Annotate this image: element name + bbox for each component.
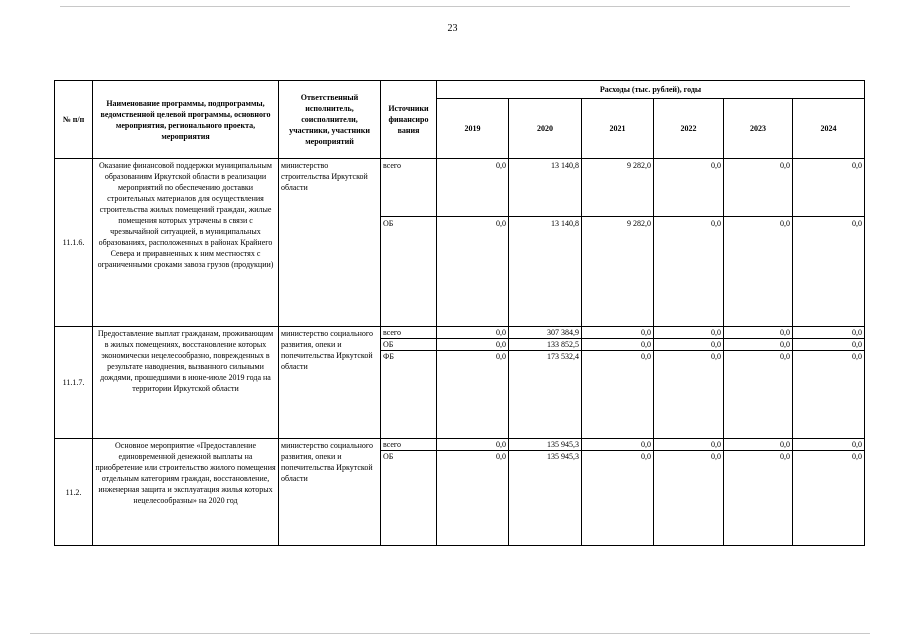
row-number: 11.1.7. (55, 327, 93, 439)
source-label: ОБ (381, 217, 437, 327)
header-year: 2021 (582, 99, 654, 159)
value: 0,0 (654, 439, 723, 451)
header-responsible: Ответственный исполнитель, соисполнители, участники, участники мероприятий (279, 81, 381, 159)
value-cell (509, 439, 582, 546)
value-cell: 0,0 (793, 159, 865, 217)
table-row (55, 327, 865, 439)
value: 0,0 (437, 327, 508, 339)
source-label: ФБ (383, 352, 394, 361)
header-name: Наименование программы, подпрограммы, ведомственной целевой программы, основного мероприятия, регионального проекта, мероприятия (93, 81, 279, 159)
value: 0,0 (724, 339, 792, 351)
value: 0,0 (582, 439, 653, 451)
scan-artifact-top (60, 6, 850, 7)
row-name: Предоставление выплат гражданам, проживающим в жилых помещениях, восстановление которых экономически нецелесообразно, поврежденных в результате наводнения, вызванного сильными дождями, прошедшими в июне-июле 2019 года на территории Иркутской области (93, 327, 279, 439)
source-cell (381, 327, 437, 439)
value-cell (654, 439, 724, 546)
value-cell: 0,0 (654, 159, 724, 217)
value: 0,0 (780, 452, 790, 461)
value-cell: 0,0 (654, 217, 724, 327)
header-expenses: Расходы (тыс. рублей), годы (437, 81, 865, 99)
value-cell: 0,0 (724, 159, 793, 217)
value-cell (509, 327, 582, 439)
value: 135 945,3 (509, 439, 581, 451)
value-cell (724, 439, 793, 546)
value: 0,0 (496, 452, 506, 461)
value-cell (582, 327, 654, 439)
value: 0,0 (437, 439, 508, 451)
value-cell: 13 140,8 (509, 217, 582, 327)
value: 173 532,4 (547, 352, 579, 361)
header-year: 2022 (654, 99, 724, 159)
header-year: 2023 (724, 99, 793, 159)
value: 0,0 (654, 339, 723, 351)
row-name: Оказание финансовой поддержки муниципальным образованиям Иркутской области в реализации мероприятий по обеспечению доставки строительных материалов для осуществления строительства жилых помещений граждан, жилые помещения которых утрачены в связи с чрезвычайной ситуацией, в муниципальных образованиях, расположенных в районах Крайнего Севера и приравненных к ним местностях с ограниченными сроками завоза грузов (продукции) (93, 159, 279, 327)
value: 0,0 (641, 352, 651, 361)
source-label: всего (381, 327, 436, 339)
row-number: 11.2. (55, 439, 93, 546)
value-cell: 9 282,0 (582, 159, 654, 217)
value-cell: 0,0 (724, 217, 793, 327)
header-source: Источники финансиро вания (381, 81, 437, 159)
value: 0,0 (437, 339, 508, 351)
value: 0,0 (641, 452, 651, 461)
header-no: № п/п (55, 81, 93, 159)
value-cell (793, 439, 865, 546)
value-cell (582, 439, 654, 546)
budget-table (54, 80, 865, 546)
value: 0,0 (852, 452, 863, 461)
value: 0,0 (724, 439, 792, 451)
value: 0,0 (793, 339, 864, 351)
header-year: 2024 (793, 99, 865, 159)
value-cell (437, 327, 509, 439)
value: 0,0 (793, 327, 864, 339)
table-row (55, 159, 865, 217)
header-year: 2020 (509, 99, 582, 159)
value: 133 852,5 (509, 339, 581, 351)
value-cell (724, 327, 793, 439)
row-responsible: министерство строительства Иркутской области (279, 159, 381, 327)
row-name: Основное мероприятие «Предоставление единовременной денежной выплаты на приобретение или строительство жилого помещения отдельным категориям граждан, восстановление, инженерная защита и эксплуатация жилья которых нецелесообразны» на 2020 год (93, 439, 279, 546)
value-cell: 0,0 (437, 159, 509, 217)
source-label: ОБ (383, 452, 394, 461)
source-label: всего (381, 159, 437, 217)
table-row (55, 439, 865, 546)
row-number: 11.1.6. (55, 159, 93, 327)
scan-artifact-bottom (30, 633, 870, 634)
value: 0,0 (793, 439, 864, 451)
value: 0,0 (582, 327, 653, 339)
value: 0,0 (654, 327, 723, 339)
header-row-top (55, 81, 865, 99)
row-responsible: министерство социального развития, опеки и попечительства Иркутской области (279, 327, 381, 439)
value: 0,0 (711, 352, 721, 361)
value-cell (793, 327, 865, 439)
page-number: 23 (447, 23, 458, 34)
value-cell (654, 327, 724, 439)
value: 307 384,9 (509, 327, 581, 339)
value: 0,0 (496, 352, 506, 361)
value: 0,0 (711, 452, 721, 461)
value-cell: 13 140,8 (509, 159, 582, 217)
value: 0,0 (780, 352, 790, 361)
value-cell (437, 439, 509, 546)
value: 135 945,3 (547, 452, 579, 461)
value-cell: 0,0 (793, 217, 865, 327)
row-responsible: министерство социального развития, опеки и попечительства Иркутской области (279, 439, 381, 546)
source-label: всего (381, 439, 436, 451)
value: 0,0 (582, 339, 653, 351)
value: 0,0 (852, 352, 863, 361)
value-cell: 9 282,0 (582, 217, 654, 327)
value: 0,0 (724, 327, 792, 339)
header-year: 2019 (437, 99, 509, 159)
source-label: ОБ (381, 339, 436, 351)
source-cell (381, 439, 437, 546)
value-cell: 0,0 (437, 217, 509, 327)
